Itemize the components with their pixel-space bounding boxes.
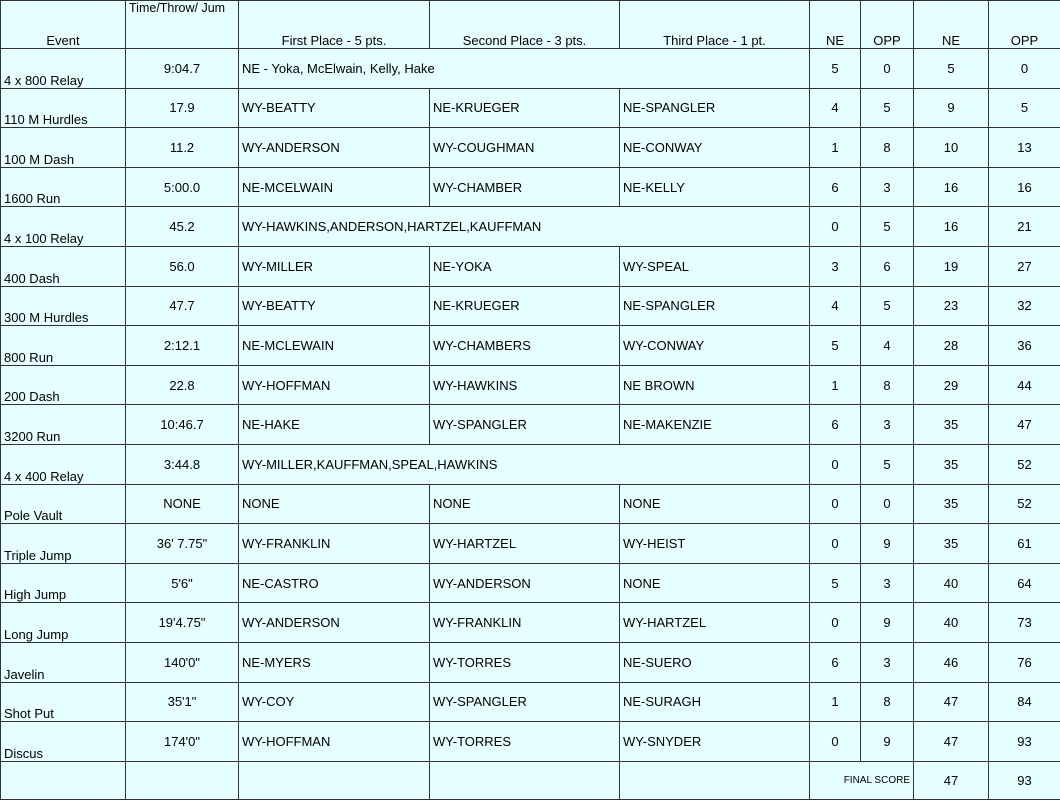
first-place-cell: WY-FRANKLIN: [239, 524, 430, 564]
opp-total-cell: 76: [989, 642, 1060, 682]
first-place-cell: WY-BEATTY: [239, 286, 430, 326]
header-row: [1, 1, 1060, 49]
opp-total-cell: 93: [989, 722, 1060, 762]
event-cell: 200 Dash: [1, 365, 126, 405]
ne-points-cell: 0: [810, 484, 861, 524]
table-row: [1, 88, 1060, 128]
opp-total-cell: 52: [989, 484, 1060, 524]
first-place-cell: NE-HAKE: [239, 405, 430, 445]
ne-total-cell: 46: [914, 642, 989, 682]
table-row: [1, 563, 1060, 603]
ne-points-cell: 5: [810, 49, 861, 89]
second-place-cell: WY-SPANGLER: [430, 682, 620, 722]
second-place-cell: NE-KRUEGER: [430, 286, 620, 326]
ne-points-cell: 5: [810, 563, 861, 603]
opp-points-cell: 5: [861, 207, 914, 247]
opp-total-cell: 52: [989, 444, 1060, 484]
result-cell: 10:46.7: [126, 405, 239, 445]
table-row: [1, 286, 1060, 326]
opp-total-cell: 36: [989, 326, 1060, 366]
ne-points-cell: 1: [810, 128, 861, 168]
event-cell: Javelin: [1, 642, 126, 682]
ne-total-cell: 16: [914, 167, 989, 207]
result-cell: 35'1": [126, 682, 239, 722]
opp-points-cell: 5: [861, 88, 914, 128]
result-cell: 5'6": [126, 563, 239, 603]
event-cell: High Jump: [1, 563, 126, 603]
header-time: Time/Throw/ Jum: [126, 1, 239, 49]
event-cell: 4 x 800 Relay: [1, 49, 126, 89]
ne-total-cell: 35: [914, 405, 989, 445]
event-cell: Triple Jump: [1, 524, 126, 564]
opp-points-cell: 9: [861, 524, 914, 564]
opp-total-cell: 84: [989, 682, 1060, 722]
opp-points-cell: 3: [861, 563, 914, 603]
second-place-cell: NONE: [430, 484, 620, 524]
event-cell: 4 x 100 Relay: [1, 207, 126, 247]
table-row: [1, 722, 1060, 762]
opp-total-cell: 61: [989, 524, 1060, 564]
third-place-cell: NE-SUERO: [620, 642, 810, 682]
event-cell: Discus: [1, 722, 126, 762]
first-place-cell: WY-ANDERSON: [239, 603, 430, 643]
opp-total-cell: 21: [989, 207, 1060, 247]
footer-blank-cell: [620, 761, 810, 799]
ne-total-cell: 35: [914, 444, 989, 484]
result-cell: 19'4.75": [126, 603, 239, 643]
final-score-ne: 47: [914, 761, 989, 799]
third-place-cell: NE-SPANGLER: [620, 88, 810, 128]
third-place-cell: NE-SPANGLER: [620, 286, 810, 326]
ne-points-cell: 1: [810, 365, 861, 405]
table-row: [1, 167, 1060, 207]
second-place-cell: WY-HAWKINS: [430, 365, 620, 405]
event-cell: 800 Run: [1, 326, 126, 366]
second-place-cell: WY-ANDERSON: [430, 563, 620, 603]
first-place-cell: NE-MYERS: [239, 642, 430, 682]
third-place-cell: WY-SNYDER: [620, 722, 810, 762]
header-opp-total: OPP: [989, 1, 1060, 49]
first-place-cell: WY-BEATTY: [239, 88, 430, 128]
opp-points-cell: 6: [861, 246, 914, 286]
table-row: [1, 326, 1060, 366]
header-ne-total: NE: [914, 1, 989, 49]
second-place-cell: WY-FRANKLIN: [430, 603, 620, 643]
first-place-cell: NE-MCELWAIN: [239, 167, 430, 207]
table-row: [1, 207, 1060, 247]
opp-points-cell: 0: [861, 484, 914, 524]
second-place-cell: NE-YOKA: [430, 246, 620, 286]
ne-total-cell: 10: [914, 128, 989, 168]
result-cell: 9:04.7: [126, 49, 239, 89]
result-cell: 22.8: [126, 365, 239, 405]
result-cell: 140'0": [126, 642, 239, 682]
ne-total-cell: 16: [914, 207, 989, 247]
result-cell: 174'0": [126, 722, 239, 762]
event-cell: 100 M Dash: [1, 128, 126, 168]
first-place-cell: NONE: [239, 484, 430, 524]
third-place-cell: NONE: [620, 484, 810, 524]
opp-points-cell: 4: [861, 326, 914, 366]
result-cell: 56.0: [126, 246, 239, 286]
header-second-place: Second Place - 3 pts.: [430, 1, 620, 49]
ne-points-cell: 0: [810, 603, 861, 643]
first-place-cell: NE-MCLEWAIN: [239, 326, 430, 366]
first-place-cell: WY-MILLER: [239, 246, 430, 286]
first-place-cell: WY-HAWKINS,ANDERSON,HARTZEL,KAUFFMAN: [239, 207, 810, 247]
second-place-cell: NE-KRUEGER: [430, 88, 620, 128]
event-cell: 300 M Hurdles: [1, 286, 126, 326]
table-row: [1, 642, 1060, 682]
event-cell: 400 Dash: [1, 246, 126, 286]
footer-blank-cell: [239, 761, 430, 799]
ne-points-cell: 0: [810, 524, 861, 564]
third-place-cell: NE BROWN: [620, 365, 810, 405]
opp-total-cell: 5: [989, 88, 1060, 128]
event-cell: Pole Vault: [1, 484, 126, 524]
ne-total-cell: 19: [914, 246, 989, 286]
ne-points-cell: 6: [810, 642, 861, 682]
third-place-cell: NE-CONWAY: [620, 128, 810, 168]
opp-points-cell: 8: [861, 682, 914, 722]
opp-total-cell: 13: [989, 128, 1060, 168]
final-score-label: FINAL SCORE: [810, 761, 914, 799]
table-row: [1, 484, 1060, 524]
second-place-cell: WY-CHAMBERS: [430, 326, 620, 366]
ne-total-cell: 9: [914, 88, 989, 128]
second-place-cell: WY-CHAMBER: [430, 167, 620, 207]
third-place-cell: NONE: [620, 563, 810, 603]
table-row: [1, 49, 1060, 89]
table-row: [1, 682, 1060, 722]
result-cell: 36' 7.75": [126, 524, 239, 564]
event-cell: Long Jump: [1, 603, 126, 643]
third-place-cell: WY-HEIST: [620, 524, 810, 564]
ne-total-cell: 35: [914, 484, 989, 524]
ne-points-cell: 6: [810, 167, 861, 207]
event-cell: 3200 Run: [1, 405, 126, 445]
event-cell: 110 M Hurdles: [1, 88, 126, 128]
third-place-cell: NE-SURAGH: [620, 682, 810, 722]
ne-total-cell: 40: [914, 603, 989, 643]
opp-total-cell: 44: [989, 365, 1060, 405]
opp-total-cell: 64: [989, 563, 1060, 603]
footer-blank-cell: [1, 761, 126, 799]
ne-points-cell: 0: [810, 207, 861, 247]
ne-points-cell: 4: [810, 286, 861, 326]
footer-blank-cell: [126, 761, 239, 799]
ne-total-cell: 28: [914, 326, 989, 366]
footer-blank-cell: [430, 761, 620, 799]
event-cell: 4 x 400 Relay: [1, 444, 126, 484]
opp-total-cell: 47: [989, 405, 1060, 445]
third-place-cell: WY-CONWAY: [620, 326, 810, 366]
table-row: [1, 405, 1060, 445]
table-row: [1, 524, 1060, 564]
ne-total-cell: 47: [914, 722, 989, 762]
result-cell: 3:44.8: [126, 444, 239, 484]
ne-total-cell: 23: [914, 286, 989, 326]
opp-points-cell: 9: [861, 722, 914, 762]
ne-total-cell: 5: [914, 49, 989, 89]
ne-points-cell: 3: [810, 246, 861, 286]
ne-total-cell: 47: [914, 682, 989, 722]
second-place-cell: WY-HARTZEL: [430, 524, 620, 564]
opp-points-cell: 5: [861, 286, 914, 326]
ne-points-cell: 6: [810, 405, 861, 445]
opp-points-cell: 9: [861, 603, 914, 643]
result-cell: NONE: [126, 484, 239, 524]
first-place-cell: WY-HOFFMAN: [239, 722, 430, 762]
ne-points-cell: 0: [810, 444, 861, 484]
third-place-cell: NE-MAKENZIE: [620, 405, 810, 445]
third-place-cell: NE-KELLY: [620, 167, 810, 207]
first-place-cell: WY-HOFFMAN: [239, 365, 430, 405]
result-cell: 17.9: [126, 88, 239, 128]
ne-points-cell: 5: [810, 326, 861, 366]
second-place-cell: WY-TORRES: [430, 642, 620, 682]
opp-points-cell: 3: [861, 642, 914, 682]
opp-points-cell: 3: [861, 167, 914, 207]
table-row: [1, 128, 1060, 168]
second-place-cell: WY-COUGHMAN: [430, 128, 620, 168]
event-cell: Shot Put: [1, 682, 126, 722]
header-opp-points: OPP: [861, 1, 914, 49]
table-row: [1, 603, 1060, 643]
table-row: [1, 246, 1060, 286]
result-cell: 5:00.0: [126, 167, 239, 207]
opp-points-cell: 8: [861, 128, 914, 168]
ne-total-cell: 29: [914, 365, 989, 405]
final-score-row: [1, 761, 1060, 799]
opp-points-cell: 5: [861, 444, 914, 484]
first-place-cell: WY-MILLER,KAUFFMAN,SPEAL,HAWKINS: [239, 444, 810, 484]
second-place-cell: WY-SPANGLER: [430, 405, 620, 445]
final-score-opp: 93: [989, 761, 1060, 799]
opp-total-cell: 27: [989, 246, 1060, 286]
second-place-cell: WY-TORRES: [430, 722, 620, 762]
header-first-place: First Place - 5 pts.: [239, 1, 430, 49]
third-place-cell: WY-SPEAL: [620, 246, 810, 286]
result-cell: 45.2: [126, 207, 239, 247]
result-cell: 11.2: [126, 128, 239, 168]
first-place-cell: WY-COY: [239, 682, 430, 722]
header-event: Event: [1, 1, 126, 49]
result-cell: 2:12.1: [126, 326, 239, 366]
ne-total-cell: 35: [914, 524, 989, 564]
table-row: [1, 444, 1060, 484]
table-row: [1, 365, 1060, 405]
result-cell: 47.7: [126, 286, 239, 326]
ne-points-cell: 0: [810, 722, 861, 762]
opp-total-cell: 32: [989, 286, 1060, 326]
header-ne-points: NE: [810, 1, 861, 49]
header-third-place: Third Place - 1 pt.: [620, 1, 810, 49]
ne-points-cell: 1: [810, 682, 861, 722]
opp-total-cell: 16: [989, 167, 1060, 207]
opp-total-cell: 73: [989, 603, 1060, 643]
opp-points-cell: 3: [861, 405, 914, 445]
first-place-cell: NE-CASTRO: [239, 563, 430, 603]
first-place-cell: NE - Yoka, McElwain, Kelly, Hake: [239, 49, 810, 89]
ne-total-cell: 40: [914, 563, 989, 603]
ne-points-cell: 4: [810, 88, 861, 128]
opp-points-cell: 0: [861, 49, 914, 89]
event-cell: 1600 Run: [1, 167, 126, 207]
third-place-cell: WY-HARTZEL: [620, 603, 810, 643]
first-place-cell: WY-ANDERSON: [239, 128, 430, 168]
opp-total-cell: 0: [989, 49, 1060, 89]
opp-points-cell: 8: [861, 365, 914, 405]
